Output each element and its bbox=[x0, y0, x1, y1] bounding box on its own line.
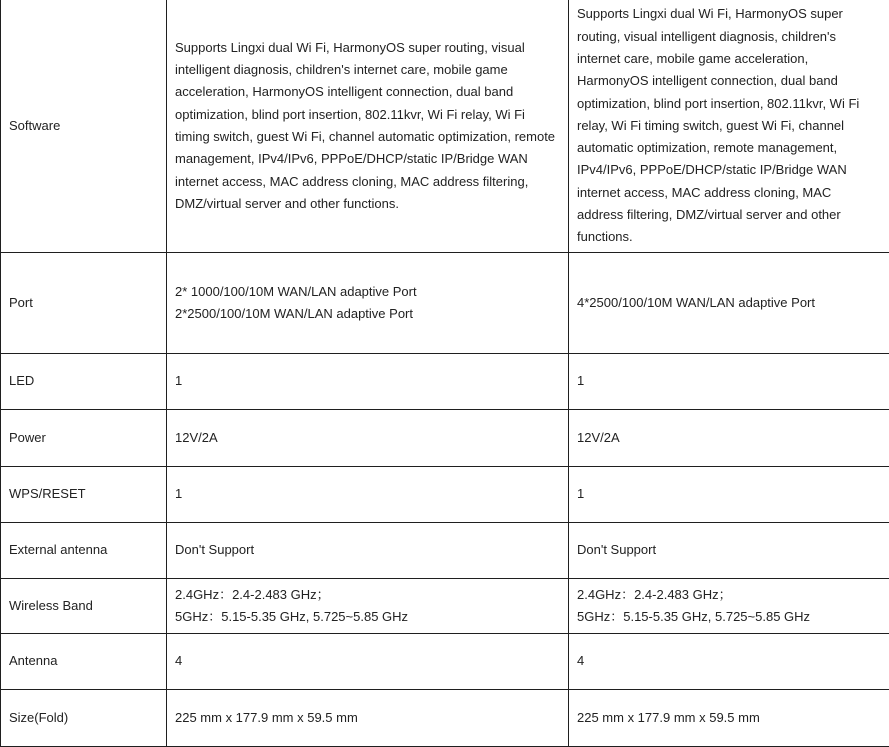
cell-text: 4 bbox=[577, 653, 585, 669]
cell-text: 12V/2A bbox=[577, 429, 620, 445]
cell-text: Supports Lingxi dual Wi Fi, HarmonyOS super routing, visual intelligent diagnosis, children's internet care, mobile game acceleration, HarmonyOS intelligent connection, dual band optimization, blind port insertion, 802.11kvr, Wi Fi relay, Wi Fi timing switch, guest Wi Fi, channel automatic optimization, remote management, IPv4/IPv6, PPPoE/DHCP/static IP/Bridge WAN internet access, MAC address cloning, MAC address filtering, DMZ/virtual server and other functions. bbox=[577, 6, 860, 245]
row-label: Size(Fold) bbox=[1, 690, 167, 747]
cell-text: 12V/2A bbox=[175, 429, 218, 445]
value-cell-b bbox=[569, 690, 889, 747]
table-row-size-fold bbox=[1, 690, 889, 747]
cell-text: 225 mm x 177.9 mm x 59.5 mm bbox=[577, 709, 760, 725]
value-cell-b bbox=[569, 523, 889, 579]
cell-text: 1 bbox=[577, 373, 585, 389]
row-label: LED bbox=[1, 354, 167, 410]
value-cell-b bbox=[569, 253, 889, 354]
value-cell-a bbox=[167, 354, 569, 410]
cell-text: 5GHz：5.15-5.35 GHz, 5.725~5.85 GHz bbox=[577, 609, 811, 624]
value-cell-b bbox=[569, 467, 889, 523]
cell-text: 4*2500/100/10M WAN/LAN adaptive Port bbox=[577, 294, 815, 310]
table-row-software bbox=[1, 0, 889, 253]
value-cell-b bbox=[569, 579, 889, 634]
value-cell-b bbox=[569, 634, 889, 690]
row-label: Power bbox=[1, 410, 167, 467]
cell-text: 2.4GHz：2.4-2.483 GHz； bbox=[175, 586, 330, 602]
value-cell-b bbox=[569, 0, 889, 253]
cell-text: 4 bbox=[175, 653, 183, 669]
cell-text: 225 mm x 177.9 mm x 59.5 mm bbox=[175, 709, 358, 725]
table-row-power bbox=[1, 410, 889, 467]
row-label: Antenna bbox=[1, 634, 167, 690]
table-row-wps-reset bbox=[1, 467, 889, 523]
cell-text: Don't Support bbox=[577, 542, 657, 558]
row-label: Port bbox=[1, 253, 167, 354]
table-row-external-antenna bbox=[1, 523, 889, 579]
value-cell-a bbox=[167, 634, 569, 690]
value-cell-a bbox=[167, 690, 569, 747]
row-label: WPS/RESET bbox=[1, 467, 167, 523]
value-cell-b bbox=[569, 354, 889, 410]
cell-text: 1 bbox=[577, 486, 585, 502]
cell-text: Supports Lingxi dual Wi Fi, HarmonyOS super routing, visual intelligent diagnosis, children's internet care, mobile game acceleration, HarmonyOS intelligent connection, dual band optimization, blind port insertion, 802.11kvr, Wi Fi relay, Wi Fi timing switch, guest Wi Fi, channel automatic optimization, remote management, IPv4/IPv6, PPPoE/DHCP/static IP/Bridge WAN internet access, MAC address cloning, MAC address filtering, DMZ/virtual server and other functions. bbox=[175, 39, 556, 211]
value-cell-a bbox=[167, 579, 569, 634]
table-row-led bbox=[1, 354, 889, 410]
cell-text: 5GHz：5.15-5.35 GHz, 5.725~5.85 GHz bbox=[175, 609, 409, 624]
value-cell-a bbox=[167, 467, 569, 523]
table-row-wireless-band bbox=[1, 579, 889, 634]
cell-text: 2.4GHz：2.4-2.483 GHz； bbox=[577, 586, 732, 602]
table-row-port bbox=[1, 253, 889, 354]
row-label: External antenna bbox=[1, 523, 167, 579]
table-row-antenna bbox=[1, 634, 889, 690]
row-label: Software bbox=[1, 0, 167, 253]
cell-text: 1 bbox=[175, 486, 183, 502]
cell-text: 2* 1000/100/10M WAN/LAN adaptive Port bbox=[175, 283, 417, 299]
value-cell-b bbox=[569, 410, 889, 467]
row-label: Wireless Band bbox=[1, 579, 167, 634]
value-cell-a bbox=[167, 523, 569, 579]
cell-text: Don't Support bbox=[175, 542, 255, 558]
cell-text: 2*2500/100/10M WAN/LAN adaptive Port bbox=[175, 306, 413, 321]
value-cell-a bbox=[167, 253, 569, 354]
value-cell-a bbox=[167, 0, 569, 253]
cell-text: 1 bbox=[175, 373, 183, 389]
value-cell-a bbox=[167, 410, 569, 467]
